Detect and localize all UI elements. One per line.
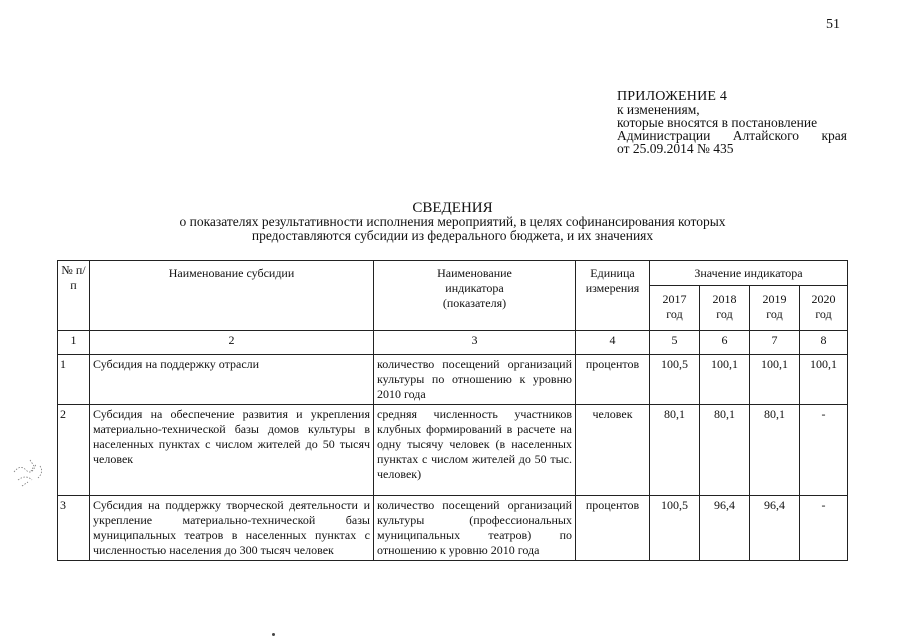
value-2018: 80,1 bbox=[700, 405, 750, 496]
column-number: 2 bbox=[90, 331, 374, 355]
column-number: 3 bbox=[374, 331, 576, 355]
indicator-name: средняя численность участников клубных формирований в расчете на одну тысячу человек (в населенных пунктах с числом жителей до 50 тыс. человек) bbox=[374, 405, 576, 496]
row-number: 2 bbox=[58, 405, 90, 496]
column-numbers-row bbox=[58, 331, 848, 355]
appendix-line-2: которые вносятся в постановление bbox=[617, 115, 818, 130]
column-number: 1 bbox=[58, 331, 90, 355]
header-year-2017: 2017 год bbox=[650, 286, 700, 331]
row-number: 1 bbox=[58, 355, 90, 405]
ink-dot bbox=[272, 633, 275, 636]
value-2017: 80,1 bbox=[650, 405, 700, 496]
appendix-line-3: Администрации Алтайского края bbox=[617, 128, 847, 143]
value-2020: - bbox=[800, 496, 848, 561]
indicator-name: количество посещений организаций культуры (профессиональных муниципальных театров) по отношению к уровню 2010 года bbox=[374, 496, 576, 561]
column-number: 4 bbox=[576, 331, 650, 355]
row-number: 3 bbox=[58, 496, 90, 561]
value-2019: 96,4 bbox=[750, 496, 800, 561]
appendix-line-1: к изменениям, bbox=[617, 102, 700, 117]
unit-cell: человек bbox=[576, 405, 650, 496]
appendix-line-4: от 25.09.2014 № 435 bbox=[617, 141, 734, 156]
indicator-name: количество посещений организаций культуры по отношению к уровню 2010 года bbox=[374, 355, 576, 405]
header-value-group: Значение индикатора bbox=[650, 261, 848, 286]
column-number: 5 bbox=[650, 331, 700, 355]
pen-mark-scribble bbox=[10, 452, 54, 492]
column-number: 7 bbox=[750, 331, 800, 355]
header-unit: Единица измерения bbox=[576, 261, 650, 331]
value-2018: 100,1 bbox=[700, 355, 750, 405]
header-indicator: Наименование индикатора (показателя) bbox=[374, 261, 576, 331]
unit-cell: процентов bbox=[576, 496, 650, 561]
value-2018: 96,4 bbox=[700, 496, 750, 561]
column-number: 8 bbox=[800, 331, 848, 355]
value-2019: 100,1 bbox=[750, 355, 800, 405]
table-row bbox=[58, 405, 848, 496]
subsidy-name: Субсидия на обеспечение развития и укрепления материально-технической базы домов культуры в населенных пунктах с числом жителей до 50 тысяч человек bbox=[90, 405, 374, 496]
appendix-block bbox=[617, 90, 847, 155]
value-2020: 100,1 bbox=[800, 355, 848, 405]
header-row bbox=[58, 261, 848, 286]
unit-cell: процентов bbox=[576, 355, 650, 405]
header-subsidy: Наименование субсидии bbox=[90, 261, 374, 331]
indicators-table bbox=[57, 260, 848, 561]
column-number: 6 bbox=[700, 331, 750, 355]
heading-title: СВЕДЕНИЯ bbox=[412, 200, 493, 216]
value-2019: 80,1 bbox=[750, 405, 800, 496]
header-year-2020: 2020 год bbox=[800, 286, 848, 331]
document-heading bbox=[80, 201, 825, 243]
appendix-title: ПРИЛОЖЕНИЕ 4 bbox=[617, 89, 728, 104]
heading-subtitle-line-2: предоставляются субсидии из федерального бюджета, и их значениях bbox=[251, 228, 654, 243]
table-row bbox=[58, 355, 848, 405]
header-year-2018: 2018 год bbox=[700, 286, 750, 331]
subsidy-name: Субсидия на поддержку творческой деятельности и укрепление материально-технической базы муниципальных театров в населенных пунктах с численностью населения до 300 тысяч человек bbox=[90, 496, 374, 561]
page-number: 51 bbox=[826, 17, 840, 32]
header-year-2019: 2019 год bbox=[750, 286, 800, 331]
value-2020: - bbox=[800, 405, 848, 496]
value-2017: 100,5 bbox=[650, 496, 700, 561]
subsidy-name: Субсидия на поддержку отрасли bbox=[90, 355, 374, 405]
value-2017: 100,5 bbox=[650, 355, 700, 405]
table-row bbox=[58, 496, 848, 561]
header-num: № п/п bbox=[58, 261, 90, 331]
heading-subtitle-line-1: о показателях результативности исполнения мероприятий, в целях софинансирования которых bbox=[179, 214, 726, 229]
